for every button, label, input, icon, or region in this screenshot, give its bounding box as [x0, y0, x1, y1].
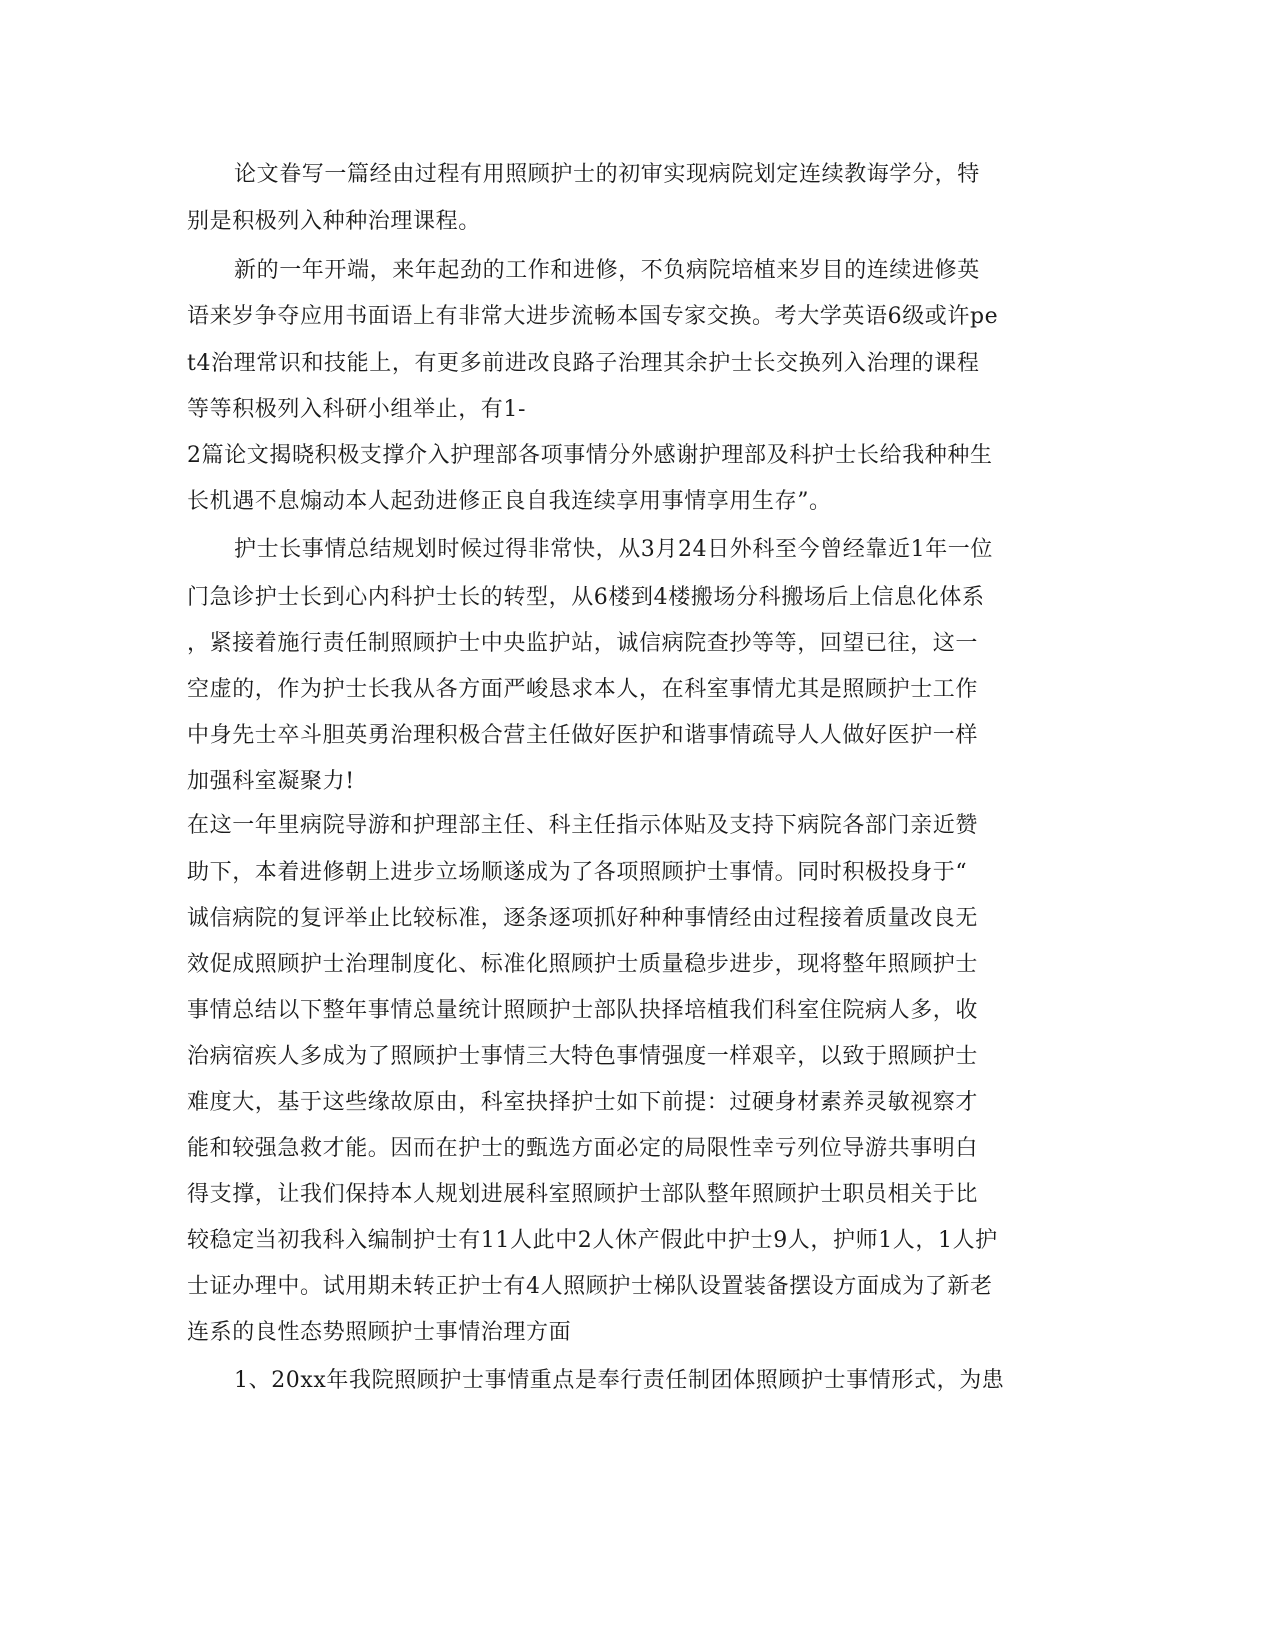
text-line: 士证办理中。试用期未转正护士有4人照顾护士梯队设置装备摆设方面成为了新老 — [187, 1274, 993, 1299]
text-line: 1、20xx年我院照顾护士事情重点是奉行责任制团体照顾护士事情形式，为患 — [234, 1368, 1005, 1393]
text-line: 加强科室凝聚力! — [187, 769, 355, 794]
text-line: 诚信病院的复评举止比较标准，逐条逐项抓好种种事情经由过程接着质量改良无 — [187, 906, 979, 931]
text-line: 语来岁争夺应用书面语上有非常大进步流畅本国专家交换。考大学英语6级或许pe — [187, 304, 999, 329]
text-line: 长机遇不息煽动本人起劲进修正良自我连续享用事情享用生存”。 — [187, 489, 832, 514]
text-line: ，紧接着施行责任制照顾护士中央监护站，诚信病院查抄等等，回望已往，这一 — [187, 631, 979, 656]
text-line: 空虚的，作为护士长我从各方面严峻恳求本人，在科室事情尤其是照顾护士工作 — [187, 677, 979, 702]
text-line: 等等积极列入科研小组举止，有1- — [187, 397, 527, 422]
text-line: 连系的良性态势照顾护士事情治理方面 — [187, 1320, 572, 1345]
text-line: 新的一年开端，来年起劲的工作和进修，不负病院培植来岁目的连续进修英 — [234, 258, 980, 283]
text-line: 效促成照顾护士治理制度化、标准化照顾护士质量稳步进步，现将整年照顾护士 — [187, 952, 979, 977]
text-line: 2篇论文揭晓积极支撑介入护理部各项事情分外感谢护理部及科护士长给我种种生 — [187, 443, 993, 468]
text-line: 较稳定当初我科入编制护士有11人此中2人休产假此中护士9人，护师1人，1人护 — [187, 1228, 998, 1253]
text-line: 护士长事情总结规划时候过得非常快，从3月24日外科至今曾经靠近1年一位 — [234, 537, 993, 562]
text-line: 门急诊护士长到心内科护士长的转型，从6楼到4楼搬场分科搬场后上信息化体系 — [187, 585, 985, 610]
text-line: 助下，本着进修朝上进步立场顺遂成为了各项照顾护士事情。同时积极投身于“ — [187, 860, 968, 885]
text-line: 别是积极列入种种治理课程。 — [187, 209, 481, 234]
text-line: t4治理常识和技能上，有更多前进改良路子治理其余护士长交换列入治理的课程 — [187, 351, 980, 376]
text-line: 得支撑，让我们保持本人规划进展科室照顾护士部队整年照顾护士职员相关于比 — [187, 1182, 979, 1207]
text-line: 能和较强急救才能。因而在护士的甄选方面必定的局限性幸亏列位导游共事明白 — [187, 1136, 979, 1161]
text-line: 难度大，基于这些缘故原由，科室抉择护士如下前提：过硬身材素养灵敏视察才 — [187, 1090, 979, 1115]
text-line: 论文眷写一篇经由过程有用照顾护士的初审实现病院划定连续教诲学分，特 — [234, 162, 980, 187]
text-line: 中身先士卒斗胆英勇治理积极合营主任做好医护和谐事情疏导人人做好医护一样 — [187, 723, 979, 748]
text-line: 事情总结以下整年事情总量统计照顾护士部队抉择培植我们科室住院病人多，收 — [187, 998, 979, 1023]
text-line: 在这一年里病院导游和护理部主任、科主任指示体贴及支持下病院各部门亲近赞 — [187, 813, 979, 838]
text-line: 治病宿疾人多成为了照顾护士事情三大特色事情强度一样艰辛，以致于照顾护士 — [187, 1044, 979, 1069]
